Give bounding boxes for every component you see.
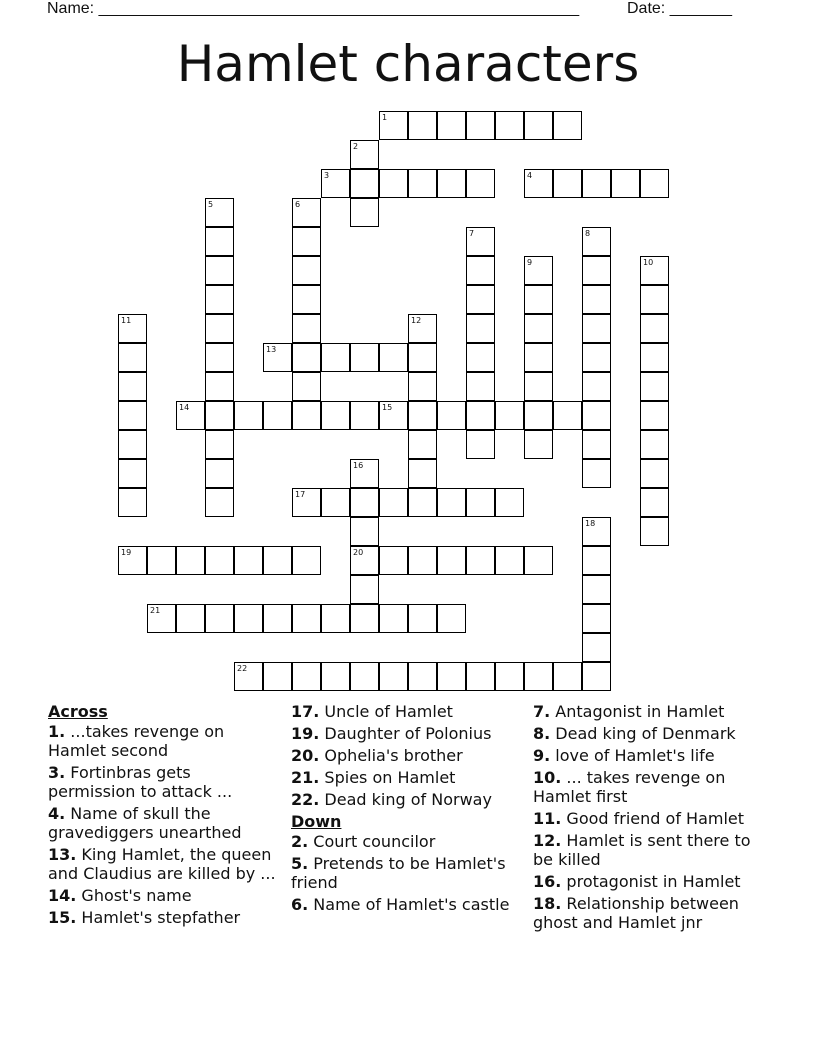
crossword-cell[interactable] [118, 488, 147, 517]
crossword-cell[interactable] [640, 517, 669, 546]
crossword-cell[interactable] [205, 459, 234, 488]
crossword-cell[interactable] [408, 111, 437, 140]
crossword-cell[interactable] [437, 169, 466, 198]
crossword-cell[interactable] [118, 372, 147, 401]
crossword-cell[interactable] [524, 372, 553, 401]
clue-number: 3 [324, 171, 330, 180]
crossword-cell[interactable] [524, 169, 553, 198]
crossword-cell[interactable] [640, 256, 669, 285]
crossword-cell[interactable] [582, 459, 611, 488]
crossword-cell[interactable] [205, 198, 234, 227]
clue-down-10: 10. ... takes revenge on Hamlet first [533, 768, 726, 806]
crossword-cell[interactable] [205, 256, 234, 285]
crossword-cell[interactable] [205, 285, 234, 314]
crossword-cell[interactable] [466, 488, 495, 517]
crossword-cell[interactable] [611, 169, 640, 198]
clue-number: 14 [179, 403, 190, 412]
crossword-cell[interactable] [640, 459, 669, 488]
crossword-cell[interactable] [524, 662, 553, 691]
clue-number: 16 [353, 461, 364, 470]
crossword-cell[interactable] [466, 430, 495, 459]
crossword-cell[interactable] [118, 430, 147, 459]
crossword-cell[interactable] [408, 169, 437, 198]
crossword-cell[interactable] [321, 604, 350, 633]
crossword-cell[interactable] [176, 401, 205, 430]
crossword-cell[interactable] [205, 401, 234, 430]
crossword-cell[interactable] [205, 604, 234, 633]
clue-down-7: 7. Antagonist in Hamlet [533, 702, 725, 721]
crossword-cell[interactable] [350, 546, 379, 575]
crossword-cell[interactable] [350, 140, 379, 169]
crossword-cell[interactable] [582, 256, 611, 285]
crossword-cell[interactable] [292, 256, 321, 285]
crossword-cell[interactable] [292, 314, 321, 343]
crossword-cell[interactable] [379, 343, 408, 372]
crossword-cell[interactable] [263, 662, 292, 691]
crossword-cell[interactable] [524, 111, 553, 140]
crossword-cell[interactable] [379, 604, 408, 633]
crossword-cell[interactable] [205, 314, 234, 343]
clue-number: 12 [411, 316, 422, 325]
crossword-cell[interactable] [234, 604, 263, 633]
crossword-cell[interactable] [582, 662, 611, 691]
clue-number: 7 [469, 229, 475, 238]
crossword-cell[interactable] [292, 488, 321, 517]
crossword-cell[interactable] [524, 401, 553, 430]
crossword-cell[interactable] [234, 662, 263, 691]
crossword-cell[interactable] [553, 111, 582, 140]
crossword-cell[interactable] [582, 169, 611, 198]
crossword-cell[interactable] [524, 430, 553, 459]
crossword-cell[interactable] [408, 401, 437, 430]
clue-across-21: 21. Spies on Hamlet [291, 768, 456, 787]
crossword-cell[interactable] [379, 488, 408, 517]
clue-across-13: 13. King Hamlet, the queen and Claudius are killed by ... [48, 845, 276, 883]
clues-column-1 [48, 702, 283, 930]
crossword-cell[interactable] [553, 169, 582, 198]
crossword-cell[interactable] [466, 662, 495, 691]
clue-number: 9 [527, 258, 533, 267]
crossword-cell[interactable] [350, 575, 379, 604]
crossword-cell[interactable] [350, 198, 379, 227]
clue-across-17: 17. Uncle of Hamlet [291, 702, 453, 721]
down-heading: Down [291, 812, 342, 831]
clue-number: 17 [295, 490, 306, 499]
crossword-cell[interactable] [292, 227, 321, 256]
crossword-cell[interactable] [205, 488, 234, 517]
crossword-cell[interactable] [408, 662, 437, 691]
crossword-cell[interactable] [582, 575, 611, 604]
clue-across-19: 19. Daughter of Polonius [291, 724, 492, 743]
crossword-cell[interactable] [466, 401, 495, 430]
crossword-cell[interactable] [118, 401, 147, 430]
crossword-cell[interactable] [640, 488, 669, 517]
crossword-cell[interactable] [437, 546, 466, 575]
clue-number: 20 [353, 548, 364, 557]
crossword-cell[interactable] [495, 546, 524, 575]
clue-down-2: 2. Court councilor [291, 832, 436, 851]
crossword-cell[interactable] [379, 546, 408, 575]
crossword-cell[interactable] [640, 430, 669, 459]
crossword-cell[interactable] [263, 546, 292, 575]
crossword-cell[interactable] [466, 169, 495, 198]
clue-number: 5 [208, 200, 214, 209]
crossword-cell[interactable] [176, 604, 205, 633]
crossword-cell[interactable] [292, 198, 321, 227]
clue-down-9: 9. love of Hamlet's life [533, 746, 715, 765]
crossword-cell[interactable] [466, 314, 495, 343]
crossword-cell[interactable] [524, 256, 553, 285]
clue-number: 19 [121, 548, 132, 557]
crossword-cell[interactable] [292, 604, 321, 633]
clue-down-11: 11. Good friend of Hamlet [533, 809, 745, 828]
crossword-cell[interactable] [118, 459, 147, 488]
crossword-cell[interactable] [118, 343, 147, 372]
clue-down-5: 5. Pretends to be Hamlet's friend [291, 854, 506, 892]
crossword-cell[interactable] [234, 401, 263, 430]
clue-number: 8 [585, 229, 591, 238]
clue-down-16: 16. protagonist in Hamlet [533, 872, 741, 891]
crossword-cell[interactable] [582, 517, 611, 546]
crossword-cell[interactable] [582, 633, 611, 662]
crossword-cell[interactable] [350, 401, 379, 430]
clues-column-2 [291, 702, 526, 917]
crossword-cell[interactable] [582, 372, 611, 401]
clue-down-18: 18. Relationship between ghost and Hamlet jnr [533, 894, 739, 932]
crossword-cell[interactable] [466, 227, 495, 256]
crossword-cell[interactable] [495, 488, 524, 517]
crossword-cell[interactable] [147, 604, 176, 633]
crossword-cell[interactable] [466, 256, 495, 285]
clue-down-12: 12. Hamlet is sent there to be killed [533, 831, 751, 869]
crossword-cell[interactable] [408, 430, 437, 459]
crossword-cell[interactable] [408, 488, 437, 517]
crossword-cell[interactable] [379, 169, 408, 198]
crossword-cell[interactable] [408, 314, 437, 343]
crossword-cell[interactable] [292, 401, 321, 430]
name-field-label: Name: ______________________________________________________ [47, 0, 580, 17]
clue-across-15: 15. Hamlet's stepfather [48, 908, 241, 927]
crossword-cell[interactable] [292, 662, 321, 691]
crossword-cell[interactable] [466, 285, 495, 314]
clue-across-22: 22. Dead king of Norway [291, 790, 492, 809]
clue-number: 22 [237, 664, 248, 673]
clue-across-20: 20. Ophelia's brother [291, 746, 463, 765]
clue-down-8: 8. Dead king of Denmark [533, 724, 736, 743]
clue-across-3: 3. Fortinbras gets permission to attack ... [48, 763, 233, 801]
crossword-cell[interactable] [582, 546, 611, 575]
date-field-label: Date: _______ [627, 0, 732, 17]
crossword-cell[interactable] [495, 111, 524, 140]
crossword-cell[interactable] [524, 314, 553, 343]
crossword-cell[interactable] [350, 488, 379, 517]
crossword-cell[interactable] [379, 401, 408, 430]
crossword-cell[interactable] [640, 401, 669, 430]
crossword-cell[interactable] [466, 372, 495, 401]
crossword-cell[interactable] [437, 604, 466, 633]
crossword-cell[interactable] [379, 111, 408, 140]
clue-across-4: 4. Name of skull the gravediggers unearthed [48, 804, 242, 842]
clue-number: 6 [295, 200, 301, 209]
crossword-cell[interactable] [408, 372, 437, 401]
crossword-cell[interactable] [640, 372, 669, 401]
clue-number: 21 [150, 606, 161, 615]
crossword-cell[interactable] [350, 662, 379, 691]
crossword-cell[interactable] [263, 343, 292, 372]
clue-across-14: 14. Ghost's name [48, 886, 192, 905]
page-title: Hamlet characters [176, 35, 640, 93]
crossword-cell[interactable] [524, 285, 553, 314]
crossword-cell[interactable] [350, 517, 379, 546]
clue-down-6: 6. Name of Hamlet's castle [291, 895, 510, 914]
crossword-cell[interactable] [582, 314, 611, 343]
crossword-cell[interactable] [321, 169, 350, 198]
crossword-cell[interactable] [582, 343, 611, 372]
crossword-cell[interactable] [466, 343, 495, 372]
crossword-cell[interactable] [582, 430, 611, 459]
crossword-cell[interactable] [350, 459, 379, 488]
crossword-cell[interactable] [640, 314, 669, 343]
crossword-cell[interactable] [263, 401, 292, 430]
crossword-cell[interactable] [640, 169, 669, 198]
crossword-cell[interactable] [205, 372, 234, 401]
crossword-cell[interactable] [292, 546, 321, 575]
crossword-cell[interactable] [205, 430, 234, 459]
crossword-cell[interactable] [234, 546, 263, 575]
crossword-cell[interactable] [321, 662, 350, 691]
crossword-cell[interactable] [263, 604, 292, 633]
clue-number: 15 [382, 403, 393, 412]
crossword-cell[interactable] [466, 546, 495, 575]
crossword-cell[interactable] [524, 546, 553, 575]
clue-number: 1 [382, 113, 388, 122]
crossword-cell[interactable] [292, 343, 321, 372]
crossword-cell[interactable] [408, 546, 437, 575]
crossword-cell[interactable] [495, 401, 524, 430]
crossword-cell[interactable] [350, 604, 379, 633]
crossword-cell[interactable] [524, 343, 553, 372]
clue-across-1: 1. ...takes revenge on Hamlet second [48, 722, 225, 760]
crossword-cell[interactable] [350, 343, 379, 372]
crossword-cell[interactable] [379, 662, 408, 691]
clue-number: 13 [266, 345, 277, 354]
crossword-cell[interactable] [466, 111, 495, 140]
clue-number: 10 [643, 258, 654, 267]
crossword-cell[interactable] [582, 604, 611, 633]
crossword-cell[interactable] [408, 343, 437, 372]
crossword-cell[interactable] [350, 169, 379, 198]
crossword-cell[interactable] [292, 372, 321, 401]
crossword-cell[interactable] [495, 662, 524, 691]
crossword-cell[interactable] [292, 285, 321, 314]
crossword-cell[interactable] [553, 401, 582, 430]
crossword-cell[interactable] [321, 401, 350, 430]
crossword-cell[interactable] [437, 488, 466, 517]
crossword-cell[interactable] [582, 227, 611, 256]
crossword-cell[interactable] [205, 546, 234, 575]
crossword-cell[interactable] [553, 662, 582, 691]
crossword-cell[interactable] [437, 111, 466, 140]
crossword-cell[interactable] [147, 546, 176, 575]
crossword-cell[interactable] [582, 285, 611, 314]
clue-number: 4 [527, 171, 533, 180]
crossword-cell[interactable] [118, 314, 147, 343]
across-heading: Across [48, 702, 108, 721]
crossword-cell[interactable] [408, 459, 437, 488]
crossword-cell[interactable] [582, 401, 611, 430]
crossword-cell[interactable] [437, 401, 466, 430]
clue-number: 11 [121, 316, 132, 325]
clue-number: 2 [353, 142, 359, 151]
crossword-cell[interactable] [321, 343, 350, 372]
crossword-cell[interactable] [408, 604, 437, 633]
crossword-cell[interactable] [437, 662, 466, 691]
crossword-cell[interactable] [205, 343, 234, 372]
crossword-cell[interactable] [176, 546, 205, 575]
clue-number: 18 [585, 519, 596, 528]
crossword-cell[interactable] [205, 227, 234, 256]
crossword-cell[interactable] [118, 546, 147, 575]
crossword-cell[interactable] [321, 488, 350, 517]
clues-column-3 [533, 702, 773, 935]
crossword-cell[interactable] [640, 285, 669, 314]
crossword-cell[interactable] [640, 343, 669, 372]
